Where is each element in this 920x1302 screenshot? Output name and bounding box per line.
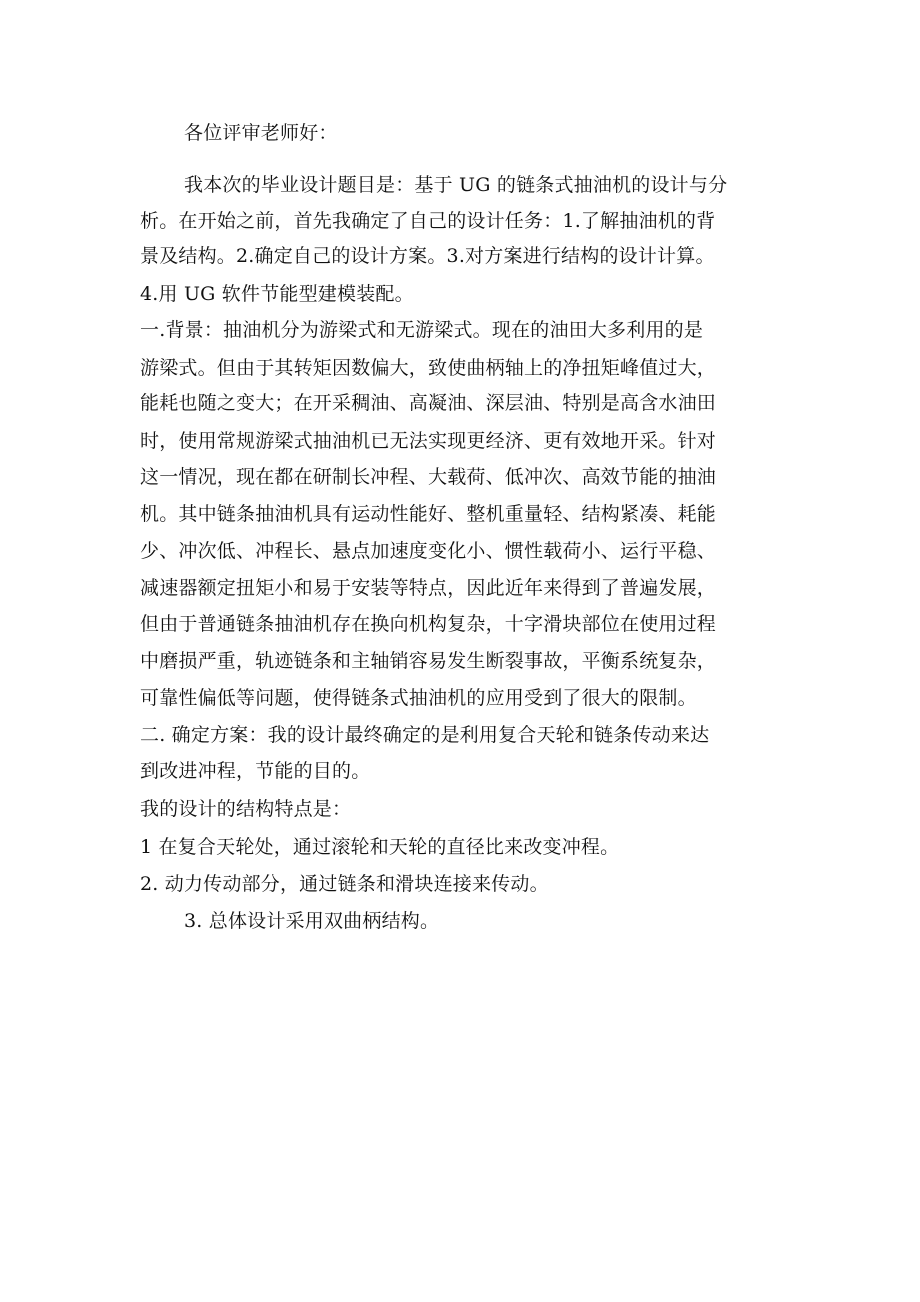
greeting-line: 各位评审老师好： xyxy=(184,122,338,144)
plan-line-2: 到改进冲程，节能的目的。 xyxy=(140,760,371,782)
background-line-9: 但由于普通链条抽油机存在换向机构复杂，十字滑块部位在使用过程 xyxy=(140,613,717,635)
background-line-1: 一.背景：抽油机分为游梁式和无游梁式。现在的油田大多利用的是 xyxy=(140,319,704,341)
feature-item-3: 3. 总体设计采用双曲柄结构。 xyxy=(184,910,440,932)
background-line-4: 时，使用常规游梁式抽油机已无法实现更经济、更有效地开采。针对 xyxy=(140,430,717,452)
features-heading: 我的设计的结构特点是： xyxy=(140,798,352,820)
background-line-11: 可靠性偏低等问题，使得链条式抽油机的应用受到了很大的限制。 xyxy=(140,687,697,709)
intro-line-2: 析。在开始之前，首先我确定了自己的设计任务：1.了解抽油机的背 xyxy=(140,210,716,232)
feature-item-1: 1 在复合天轮处，通过滚轮和天轮的直径比来改变冲程。 xyxy=(140,836,620,858)
background-line-3: 能耗也随之变大；在开采稠油、高凝油、深层油、特别是高含水油田 xyxy=(140,392,717,414)
intro-line-1: 我本次的毕业设计题目是：基于 UG 的链条式抽油机的设计与分 xyxy=(184,174,728,196)
background-line-5: 这一情况，现在都在研制长冲程、大载荷、低冲次、高效节能的抽油 xyxy=(140,466,717,488)
intro-line-4: 4.用 UG 软件节能型建模装配。 xyxy=(140,283,414,305)
background-line-7: 少、冲次低、冲程长、悬点加速度变化小、惯性载荷小、运行平稳、 xyxy=(140,540,717,562)
intro-line-3: 景及结构。2.确定自己的设计方案。3.对方案进行结构的设计计算。 xyxy=(140,245,715,267)
background-line-8: 减速器额定扭矩小和易于安装等特点，因此近年来得到了普遍发展， xyxy=(140,577,717,599)
feature-item-2: 2. 动力传动部分，通过链条和滑块连接来传动。 xyxy=(140,873,549,895)
background-line-2: 游梁式。但由于其转矩因数偏大，致使曲柄轴上的净扭矩峰值过大， xyxy=(140,357,717,379)
background-line-10: 中磨损严重，轨迹链条和主轴销容易发生断裂事故，平衡系统复杂， xyxy=(140,650,717,672)
plan-line-1: 二. 确定方案：我的设计最终确定的是利用复合天轮和链条传动来达 xyxy=(140,724,710,746)
background-line-6: 机。其中链条抽油机具有运动性能好、整机重量轻、结构紧凑、耗能 xyxy=(140,503,717,525)
